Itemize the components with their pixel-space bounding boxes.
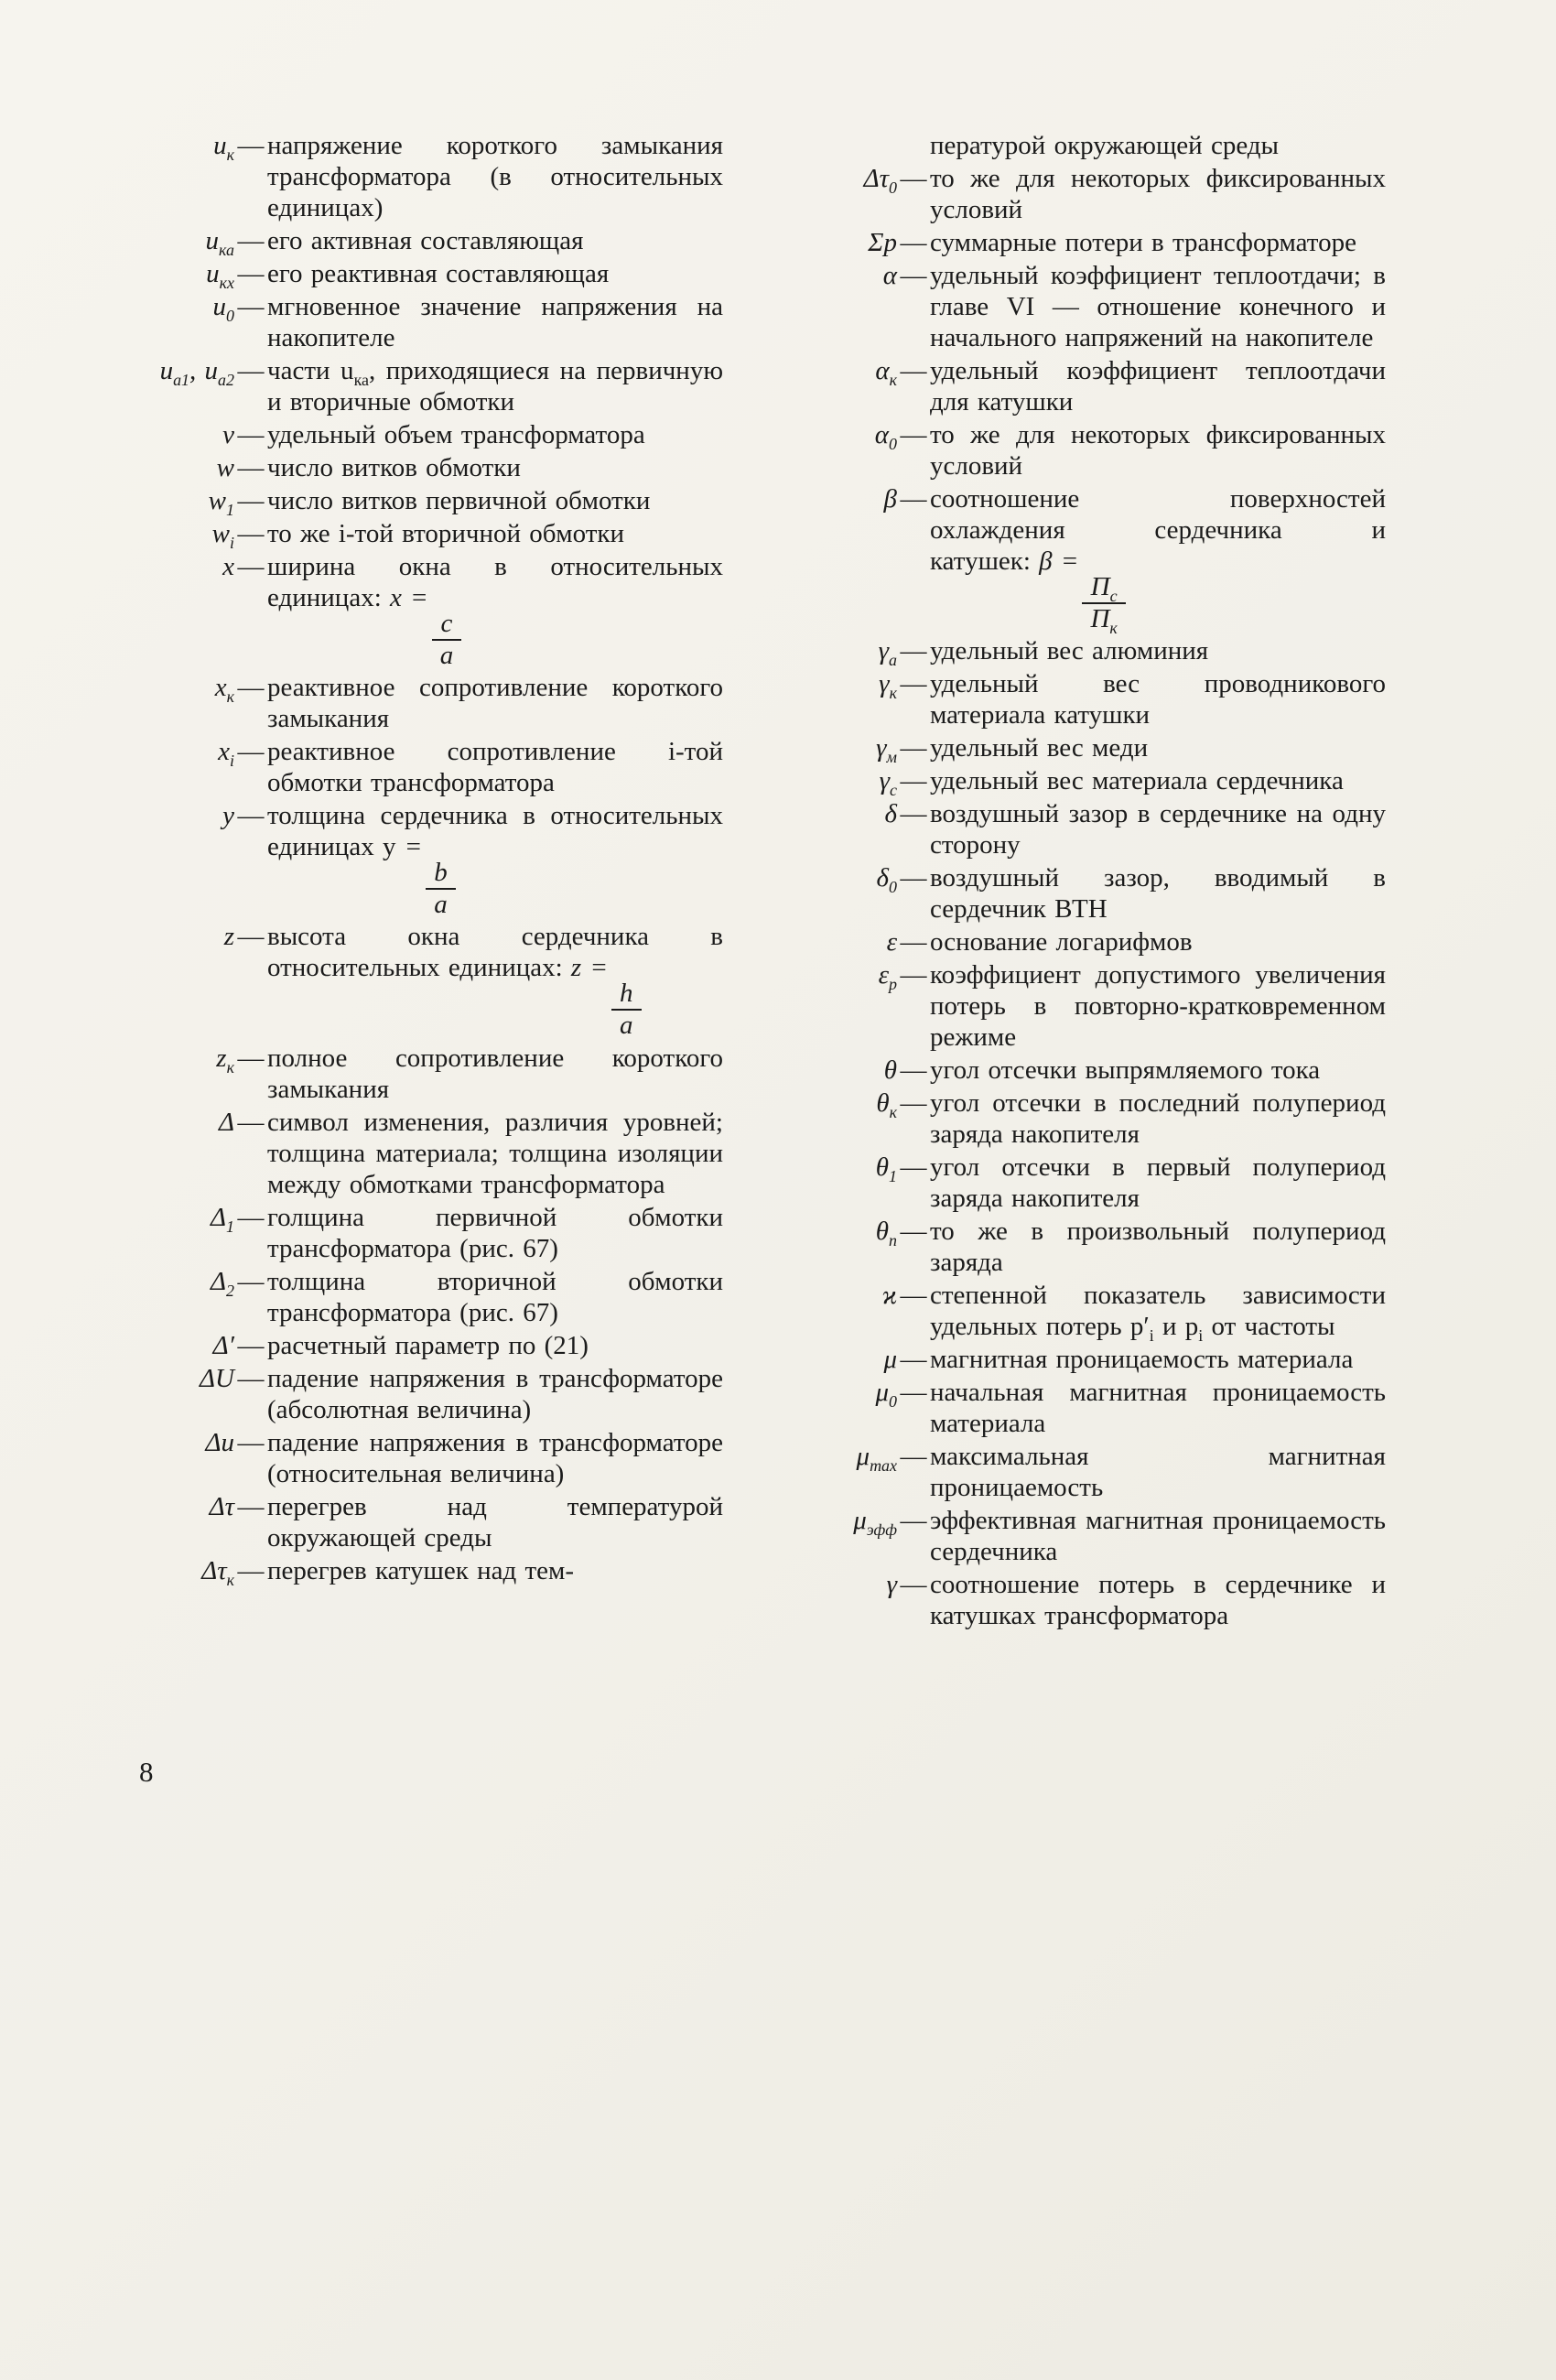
dash-separator: — <box>237 1266 265 1296</box>
inline-formula <box>570 953 645 1041</box>
dash-separator: — <box>237 673 265 703</box>
glossary-entry <box>126 355 723 417</box>
symbol-label: $\Delta\tau_к$ <box>201 1555 234 1589</box>
definition-text: напряжение короткого замыкания трансформатора (в относительных единицах) <box>267 131 723 222</box>
symbol-label: $\mu_{эфф}$ <box>853 1506 897 1539</box>
dash-separator: — <box>900 669 927 699</box>
definition-text: суммарные потери в трансформаторе <box>930 228 1356 257</box>
dash-separator: — <box>900 733 927 763</box>
glossary-entry <box>126 130 723 223</box>
definition-text: угол отсечки выпрямляемого тока <box>930 1055 1321 1086</box>
definition-text: воздушный зазор, вводимый в сердечник ВТН <box>930 863 1386 925</box>
dash-separator: — <box>237 420 265 449</box>
dash-separator: — <box>900 1217 927 1247</box>
dash-separator: — <box>900 799 927 829</box>
dash-separator: — <box>237 1555 265 1585</box>
definition-text: удельный вес алюминия <box>930 636 1209 666</box>
dash-separator: — <box>900 636 927 666</box>
dash-separator: — <box>237 737 265 767</box>
formula-lhs: β = <box>1039 546 1079 576</box>
symbol-label: w <box>216 453 234 482</box>
glossary-entry <box>789 668 1386 730</box>
definition-text: толщина сердечника в относительных единицах y = $\frac{b}{a}$ <box>267 801 723 920</box>
glossary-entry <box>789 635 1386 669</box>
definition-text: символ изменения, различия уровней; толщина материала; толщина изоляции между обмотками трансформатора <box>267 1107 723 1199</box>
dash-separator: — <box>900 164 927 193</box>
glossary-entry <box>789 1569 1386 1631</box>
symbol-label: Δ′ <box>212 1330 234 1360</box>
symbol-label: α <box>882 261 897 290</box>
symbol-label: $\gamma_к$ <box>879 669 897 702</box>
dash-separator: — <box>900 228 927 257</box>
symbol-label: $\mu_0$ <box>875 1378 897 1411</box>
dash-separator: — <box>237 1202 265 1232</box>
glossary-entry <box>126 1330 723 1361</box>
symbol-label: ΔU <box>200 1363 234 1393</box>
symbol-label: $\Delta_2$ <box>210 1266 234 1300</box>
dash-separator: — <box>900 1152 927 1183</box>
symbol-label: y <box>222 801 234 831</box>
glossary-entry <box>126 485 723 519</box>
symbol-label: Δ <box>218 1107 234 1137</box>
symbol-label: $u_{кх}$ <box>206 259 234 292</box>
formula-lhs: = <box>404 832 423 862</box>
glossary-entry <box>126 291 723 353</box>
definition-text: его активная составляющая <box>267 226 584 255</box>
definition-text: то же i-той вторичной обмотки <box>267 519 624 548</box>
glossary-entry <box>126 225 723 259</box>
symbol-label: $x_к$ <box>214 673 234 706</box>
definition-text: удельный вес проводникового материала катушки <box>930 669 1386 730</box>
dash-separator: — <box>900 1088 927 1119</box>
dash-separator: — <box>237 1427 265 1457</box>
inline-formula <box>404 832 459 920</box>
symbol-label: θ <box>883 1055 897 1086</box>
fraction-denominator: $П_к$ <box>1090 603 1118 637</box>
dash-separator: — <box>900 420 927 449</box>
glossary-entry <box>789 959 1386 1053</box>
definition-text: голщина первичной обмотки трансформатора (рис. 67) <box>267 1202 723 1263</box>
dash-separator: — <box>900 356 927 385</box>
symbol-label: $\Delta_1$ <box>210 1202 234 1236</box>
definition-text: удельный коэффициент теплоотдачи; в главе VI — отношение конечного и начального напряжений на накопителе <box>930 261 1386 352</box>
glossary-entry <box>789 260 1386 353</box>
definition-text: падение напряжения в трансформаторе (абсолютная величина) <box>267 1363 723 1424</box>
dash-separator: — <box>237 292 265 321</box>
symbol-label: μ <box>883 1345 897 1375</box>
symbol-label: $\alpha_к$ <box>875 356 897 389</box>
definition-text: максимальная магнитная проницаемость <box>930 1442 1386 1503</box>
inline-formula <box>390 583 465 670</box>
definition-text: коэффициент допустимого увеличения потерь в повторно-кратковременном режиме <box>930 960 1386 1053</box>
glossary-entry <box>126 736 723 798</box>
symbol-label: γ <box>886 1570 897 1600</box>
dash-separator: — <box>900 1378 927 1408</box>
dash-separator: — <box>900 766 927 796</box>
symbol-label: ε <box>886 927 897 957</box>
glossary-entry <box>126 258 723 292</box>
glossary-entry <box>789 419 1386 481</box>
dash-separator: — <box>900 927 927 957</box>
symbol-label: $u_0$ <box>212 292 234 325</box>
glossary-entry <box>126 921 723 1040</box>
dash-separator: — <box>237 356 265 385</box>
definition-text: то же для некоторых фиксированных условий <box>930 420 1386 481</box>
definition-text: число витков обмотки <box>267 453 521 482</box>
symbol-label: $z_к$ <box>216 1043 234 1076</box>
glossary-entry <box>126 452 723 483</box>
definition-text: толщина вторичной обмотки трансформатора (рис. 67) <box>267 1266 723 1327</box>
definition-text: удельный коэффициент теплоотдачи для катушки <box>930 356 1386 416</box>
symbol-label: $\gamma_с$ <box>879 766 897 799</box>
dash-separator: — <box>237 226 265 255</box>
glossary-entry <box>789 1377 1386 1439</box>
column-left <box>126 130 723 1633</box>
definition-text: угол отсечки в последний полупериод заряда накопителя <box>930 1088 1386 1150</box>
inline-formula <box>930 546 1129 637</box>
glossary-entry <box>789 1441 1386 1503</box>
formula-pre-text: катушек: <box>930 546 1031 576</box>
symbol-label: $u_к$ <box>213 131 234 164</box>
dash-separator: — <box>900 261 927 290</box>
definition-text: расчетный параметр по (21) <box>267 1330 589 1360</box>
definition-text: угол отсечки в первый полупериод заряда накопителя <box>930 1152 1386 1214</box>
fraction-numerator: h <box>611 979 642 1011</box>
glossary-entry <box>126 1555 723 1589</box>
symbol-label: v <box>222 420 234 449</box>
definition-text: воздушный зазор в сердечнике на одну сторону <box>930 799 1386 860</box>
fraction-numerator: $П_с$ <box>1082 573 1125 604</box>
symbol-label: x <box>222 552 234 581</box>
dash-separator: — <box>237 453 265 482</box>
fraction <box>426 859 456 920</box>
definition-text: удельный объем трансформатора <box>267 420 645 449</box>
definition-text: эффективная магнитная проницаемость сердечника <box>930 1506 1386 1567</box>
definition-text: мгновенное значение напряжения на накопителе <box>267 292 723 352</box>
glossary-entry <box>789 1216 1386 1278</box>
glossary-entry <box>126 518 723 552</box>
glossary-entry <box>126 1266 723 1328</box>
glossary-entry <box>789 483 1386 637</box>
dash-separator: — <box>237 519 265 548</box>
dash-separator: — <box>900 1570 927 1600</box>
definition-text: реактивное сопротивление i-той обмотки трансформатора <box>267 737 723 798</box>
glossary-entry <box>789 163 1386 225</box>
symbol-label: $\gamma_а$ <box>878 636 897 669</box>
glossary-entry <box>789 1055 1386 1086</box>
symbol-label: $\gamma_м$ <box>876 733 897 766</box>
dash-separator: — <box>900 1442 927 1472</box>
definition-text: то же в произвольный полупериод заряда <box>930 1217 1386 1278</box>
glossary-entry <box>789 765 1386 799</box>
formula-lhs: z = <box>570 953 609 983</box>
symbol-label: $\varepsilon_p$ <box>878 960 897 993</box>
symbol-label: β <box>883 484 897 514</box>
glossary-entry <box>789 926 1386 957</box>
dash-separator: — <box>900 863 927 893</box>
dash-separator: — <box>237 259 265 288</box>
fraction <box>611 979 642 1041</box>
symbol-label: $w_1$ <box>208 486 234 519</box>
definition-text: то же для некоторых фиксированных условий <box>930 164 1386 224</box>
definition-text: соотношение потерь в сердечнике и катушках трансформатора <box>930 1570 1386 1631</box>
symbol-label: $u_{а1}$, $u_{а2}$ <box>159 356 234 389</box>
dash-separator: — <box>237 1107 265 1137</box>
symbol-label: δ <box>884 799 897 829</box>
fraction <box>1082 571 1125 637</box>
definition-text: основание логарифмов <box>930 927 1193 957</box>
definition-text: перегрев над температурой окружающей среды <box>267 1491 723 1552</box>
fraction-denominator: a <box>434 890 448 920</box>
fraction-denominator: a <box>439 640 454 670</box>
dash-separator: — <box>900 1281 927 1311</box>
dash-separator: — <box>237 131 265 160</box>
symbol-label: Δτ <box>209 1491 234 1521</box>
glossary-entry <box>789 798 1386 860</box>
definition-text: удельный вес меди <box>930 733 1149 763</box>
glossary-entry <box>789 1280 1386 1345</box>
definition-text: начальная магнитная проницаемость материала <box>930 1378 1386 1439</box>
symbol-label: $\theta_n$ <box>875 1217 897 1250</box>
definition-text: реактивное сопротивление короткого замыкания <box>267 673 723 734</box>
definition-text: перегрев катушек над тем- <box>267 1555 575 1585</box>
definition-text: степенной показатель зависимости удельных потерь $p'_i$ и $p_i$ от частоты <box>930 1281 1386 1345</box>
definition-text: его реактивная составляющая <box>267 259 610 288</box>
definition-text: соотношение поверхностей охлаждения сердечника и катушек: β = $\frac{П_с}{П_к}$ <box>930 484 1386 637</box>
symbol-label: ϰ <box>881 1281 897 1311</box>
page-number: 8 <box>139 1756 154 1788</box>
definition-text: части $u_{ка}$, приходящиеся на первичную и вторичные обмотки <box>267 356 723 416</box>
glossary-entry <box>789 1505 1386 1567</box>
glossary-entry <box>789 1087 1386 1150</box>
definition-text: удельный вес материала сердечника <box>930 766 1344 796</box>
symbol-label: Σp <box>868 228 897 257</box>
dash-separator: — <box>237 1043 265 1073</box>
dash-separator: — <box>900 484 927 514</box>
dash-separator: — <box>237 552 265 581</box>
dash-separator: — <box>237 486 265 515</box>
glossary-entry <box>126 551 723 670</box>
definition-text: магнитная проницаемость материала <box>930 1345 1354 1375</box>
definition-text: высота окна сердечника в относительных единицах: z = $\frac{h}{a}$ <box>267 922 723 1041</box>
symbol-label: $\mu_{max}$ <box>856 1442 897 1475</box>
glossary-entry <box>789 355 1386 417</box>
glossary-entry <box>126 1043 723 1105</box>
symbol-label: $\alpha_0$ <box>874 420 897 453</box>
symbol-label: $x_i$ <box>218 737 234 770</box>
symbol-label: $w_i$ <box>211 519 234 552</box>
fraction-denominator: a <box>620 1011 633 1041</box>
definition-text: полное сопротивление короткого замыкания <box>267 1043 723 1104</box>
dash-separator: — <box>237 801 265 831</box>
glossary-entry <box>789 1152 1386 1214</box>
dash-separator: — <box>237 922 265 952</box>
glossary-entry <box>126 419 723 450</box>
fraction-numerator: b <box>426 859 456 890</box>
fraction <box>432 610 462 671</box>
formula-lhs: x = <box>390 583 428 612</box>
definition-text: число витков первичной обмотки <box>267 486 651 515</box>
symbol-label: $\delta_0$ <box>876 863 897 896</box>
dash-separator: — <box>237 1491 265 1521</box>
glossary-entry <box>789 732 1386 766</box>
glossary-entry <box>126 1427 723 1489</box>
dash-separator: — <box>900 1055 927 1086</box>
definition-text: падение напряжения в трансформаторе (относительная величина) <box>267 1427 723 1488</box>
glossary-entry <box>789 1344 1386 1375</box>
symbol-label: z <box>223 922 234 952</box>
nomenclature-list <box>126 130 1386 1633</box>
definition-text: пературой окружающей среды <box>930 131 1280 160</box>
symbol-label: Δu <box>205 1427 234 1457</box>
glossary-entry <box>126 1202 723 1264</box>
glossary-entry <box>126 1107 723 1200</box>
glossary-entry <box>126 800 723 919</box>
symbol-label: $u_{ка}$ <box>205 226 234 259</box>
dash-separator: — <box>900 1345 927 1375</box>
glossary-entry <box>126 1491 723 1553</box>
glossary-entry <box>789 862 1386 925</box>
glossary-entry <box>126 1363 723 1425</box>
dash-separator: — <box>237 1330 265 1360</box>
symbol-label: $\theta_1$ <box>875 1152 897 1185</box>
glossary-entry <box>789 130 1386 161</box>
column-right <box>789 130 1386 1633</box>
glossary-entry <box>789 227 1386 258</box>
symbol-label: $\Delta\tau_0$ <box>863 164 897 197</box>
dash-separator: — <box>237 1363 265 1393</box>
dash-separator: — <box>900 1506 927 1536</box>
definition-text: ширина окна в относительных единицах: x = $\frac{c}{a}$ <box>267 552 723 670</box>
dash-separator: — <box>900 960 927 990</box>
symbol-label: $\theta_к$ <box>876 1088 897 1121</box>
fraction-numerator: c <box>432 610 462 641</box>
glossary-entry <box>126 672 723 734</box>
